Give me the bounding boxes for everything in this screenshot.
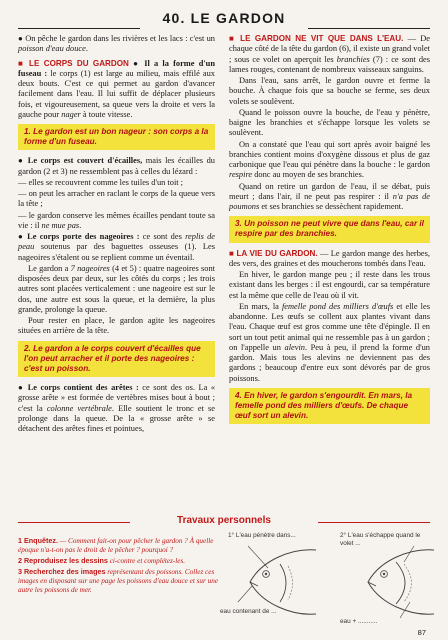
fins-paragraph: ● Le corps porte des nageoires : ce sont des replis de peau soutenus par des baguettes osseuses (1). Les nageoires s'étalent ou se replient comme un éventail. <box>18 232 216 262</box>
summary-box-2: 2. Le gardon a le corps couvert d'écailles que l'on peut arracher et il porte des nageoires : c'est un poisson. <box>18 341 215 378</box>
red-square-icon: ■ <box>229 34 241 43</box>
exercises-section <box>0 510 448 640</box>
exercises-rule-left <box>18 522 130 523</box>
bullet-icon: ● <box>18 34 26 43</box>
title-rule-left <box>18 28 140 29</box>
outflow-water-label: eau + ........... <box>340 618 378 625</box>
bullet-icon: ● <box>18 383 28 393</box>
mouth-paragraph: Dans l'eau, sans arrêt, le gardon ouvre et ferme la bouche. À chaque fois que sa bouche se ferme, ses deux volets se soulèvent. <box>229 76 430 106</box>
out-of-water-paragraph: Quand on retire un gardon de l'eau, il se débat, puis meurt ; dans l'air, il ne peut pas respirer : il n'a pas de poumons et ses branchies se dessèchent rapidement. <box>229 181 430 211</box>
exercises-title: Travaux personnels <box>177 515 271 526</box>
bones-paragraph: ● Le corps contient des arêtes : ce sont des os. La « grosse arête » est formée de vertèbres mises bout à bout ; c'est la colonne vertébrale. Elle soutient le tronc et se prolonge dans la queue. De la « grosse arête » se détachent des arêtes fines et pointues, <box>18 383 216 434</box>
inflow-label: 1° L'eau pénètre dans... <box>228 532 296 539</box>
right-column <box>229 34 430 430</box>
fish-head-drawing-outflow <box>330 532 434 632</box>
fins-count-paragraph: Le gardon a 7 nageoires (4 et 5) : quatre nageoires sont disposées deux par deux, sur les côtés du corps ; les trois autres sont placées verticalement : une nageoire est sur le dos, une autre est sous la queue, et la dernière, la plus grande, prolonge la queue. <box>18 263 216 314</box>
scales-paragraph: ● Le corps est couvert d'écailles, mais les écailles du gardon (2 et 3) ne ressemblent pas à celles du lézard : <box>18 156 215 176</box>
summary-box-3: 3. Un poisson ne peut vivre que dans l'eau, car il respire par des branchies. <box>229 216 430 242</box>
exercise-list <box>18 536 226 596</box>
fish-head-sketch-icon <box>232 532 316 632</box>
life-paragraph: ■ LA VIE DU GARDON. — Le gardon mange des herbes, des vers, des graines et des moucherons tombés dans l'eau. <box>229 248 430 268</box>
scales-item-2: — on peut les arracher en raclant le corps de la queue vers la tête ; <box>18 189 215 209</box>
inflow-water-label: eau contenant de ... <box>220 608 277 615</box>
summary-box-1: 1. Le gardon est un bon nageur : son corps a la forme d'un fuseau. <box>18 124 215 150</box>
exercise-1: 1 Enquêtez. — Comment fait-on pour pêcher le gardon ? À quelle époque n'a-t-on pas le droit de le pêcher ? pourquoi ? <box>18 536 214 554</box>
lesson-title-bar <box>0 6 448 28</box>
spawning-paragraph: En mars, la femelle pond des milliers d'œufs et elle les abandonne. Les œufs se collent aux plantes vivant dans l'eau. Chaque œuf est gros comme une tête d'épingle. Il en sort un tout petit animal qui ne ressemble pas à un gardon ; on l'appelle un alevin. Peu à peu, il prend la forme d'un gardon. Mais tous les alevins ne deviennent pas des gardons ; beaucoup d'entre eux sont dévorés par de gros poissons. <box>229 301 430 383</box>
summary-box-4: 4. En hiver, le gardon s'engourdit. En mars, la femelle pond des milliers d'œufs. De chaque œuf sort un alevin. <box>229 388 430 425</box>
exercise-3: 3 Recherchez des images représentant des poissons. Collez ces images en disposant sur une page les poissons d'eau douce et sur une autre les poissons de mer. <box>18 567 218 594</box>
fish-head-drawing-inflow <box>220 532 316 632</box>
scales-item-1: — elles se recouvrent comme les tuiles d'un toit ; <box>18 177 184 187</box>
intro-paragraph: ● On pêche le gardon dans les rivières et les lacs : c'est un poisson d'eau douce. <box>18 34 215 54</box>
winter-paragraph: En hiver, le gardon mange peu ; il reste dans les trous existant dans les berges : il est engourdi, car sa température est la même que celle de l'eau où il vit. <box>229 270 430 300</box>
bullet-icon: ● <box>133 58 141 68</box>
scales-item-3: — le gardon conserve les mêmes écailles pendant toute sa vie : il ne mue pas. <box>18 210 215 230</box>
fins-still-paragraph: Pour rester en place, le gardon agite les nageoires situées en arrière de la tête. <box>18 316 215 336</box>
red-square-icon: ■ <box>18 58 30 68</box>
bullet-icon: ● <box>18 232 28 242</box>
water-flow-paragraph: Quand le poisson ouvre la bouche, de l'eau y pénètre, baigne les branchies et s'échappe lorsque les volets se soulèvent. <box>229 107 430 138</box>
outflow-label: 2° L'eau s'échappe quand le volet ... <box>340 532 421 547</box>
exercise-2: 2 Reproduisez les dessins ci-contre et complétez-les. <box>18 556 186 565</box>
page-number: 87 <box>417 627 426 637</box>
exercises-rule-right <box>318 522 430 523</box>
lesson-title: 40. LE GARDON <box>162 10 286 26</box>
breathing-paragraph: ■ LE GARDON NE VIT QUE DANS L'EAU. — De chaque côté de la tête du gardon (6), il existe un grand volet ; sous ce volet on aperçoit les branchies (7) : ce sont des lames rouges, contenant de nombreux vaisseaux sanguins. <box>229 34 431 74</box>
title-rule-right <box>308 28 430 29</box>
body-shape-paragraph: ■ LE CORPS DU GARDON ● Il a la forme d'un fuseau : le corps (1) est large au milieu, mais effilé aux deux bouts. C'est ce qui permet au gardon d'avancer facilement dans l'eau. Il lui suffit de déplacer plusieurs fois, et vigoureusement, sa queue vers la droite et vers la gauche pour nager à toute vitesse. <box>18 58 215 119</box>
red-square-icon: ■ <box>229 248 237 258</box>
bullet-icon: ● <box>18 156 28 166</box>
left-column <box>18 34 215 435</box>
oxygen-paragraph: On a constaté que l'eau qui sort après avoir baigné les branchies contient moins d'oxygène dissous et plus de gaz carbonique que l'eau qui pénètre dans la bouche : le gardon respire donc au moyen de ses branchies. <box>229 139 430 180</box>
